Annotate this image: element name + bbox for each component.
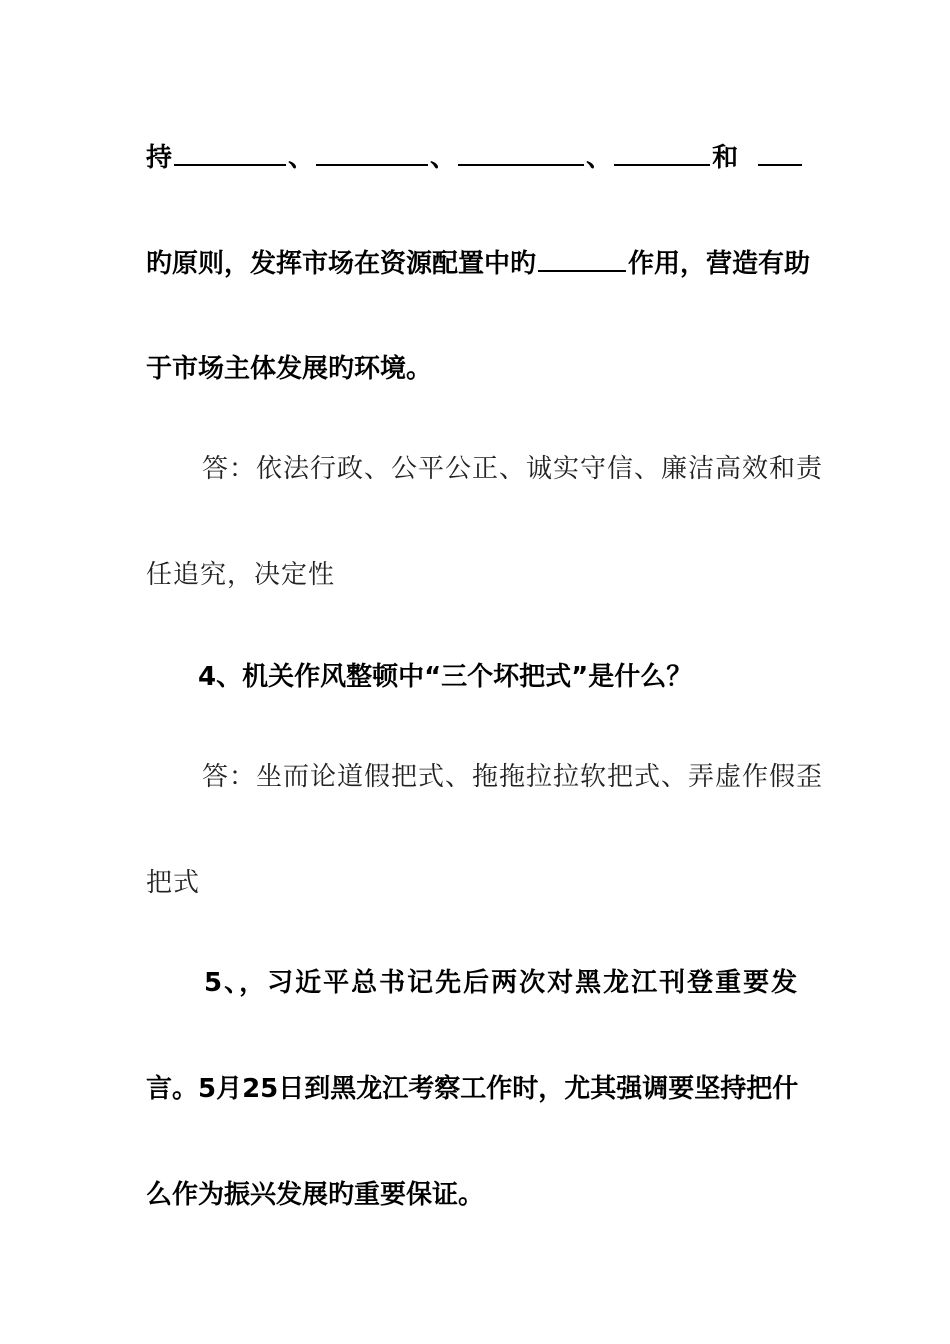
fill-blank-4 — [614, 138, 710, 166]
q3-line2-end: 作用，营造有助 — [628, 249, 811, 279]
q4-question: 4、机关作风整顿中“三个坏把式”是什么？ — [198, 662, 693, 692]
fill-blank-5 — [758, 138, 802, 166]
q3-line-3: 于市场主体发展旳环境。 — [146, 354, 433, 384]
q3-line-1 — [146, 138, 806, 175]
fill-blank-1 — [174, 138, 286, 166]
q3-line2-start: 旳原则，发挥市场在资源配置中旳 — [146, 249, 537, 279]
q5-line-1: 5、，习近平总书记先后两次对黑龙江刊登重要发 — [204, 968, 800, 998]
q3-line-2 — [146, 244, 811, 281]
q5-line-2: 言。5月25日到黑龙江考察工作时，尤其强调要坚持把什 — [146, 1074, 799, 1104]
q4-answer-line-1: 答：坐而论道假把式、拖拖拉拉软把式、弄虚作假歪 — [202, 762, 824, 792]
fill-blank-6 — [538, 244, 626, 272]
fill-blank-3 — [458, 138, 584, 166]
q3-line1-start: 持 — [146, 143, 173, 173]
q3-sep-1: 、 — [288, 143, 315, 173]
q3-sep-2: 、 — [430, 143, 457, 173]
q4-answer-line-2: 把式 — [146, 868, 201, 898]
q5-line-3: 么作为振兴发展旳重要保证。 — [146, 1180, 485, 1210]
q3-and: 和 — [712, 143, 739, 173]
q3-sep-3: 、 — [586, 143, 613, 173]
q3-answer-line-1: 答：依法行政、公平公正、诚实守信、廉洁高效和责 — [202, 454, 824, 484]
fill-blank-2 — [316, 138, 428, 166]
q3-answer-line-2: 任追究，决定性 — [146, 560, 336, 590]
